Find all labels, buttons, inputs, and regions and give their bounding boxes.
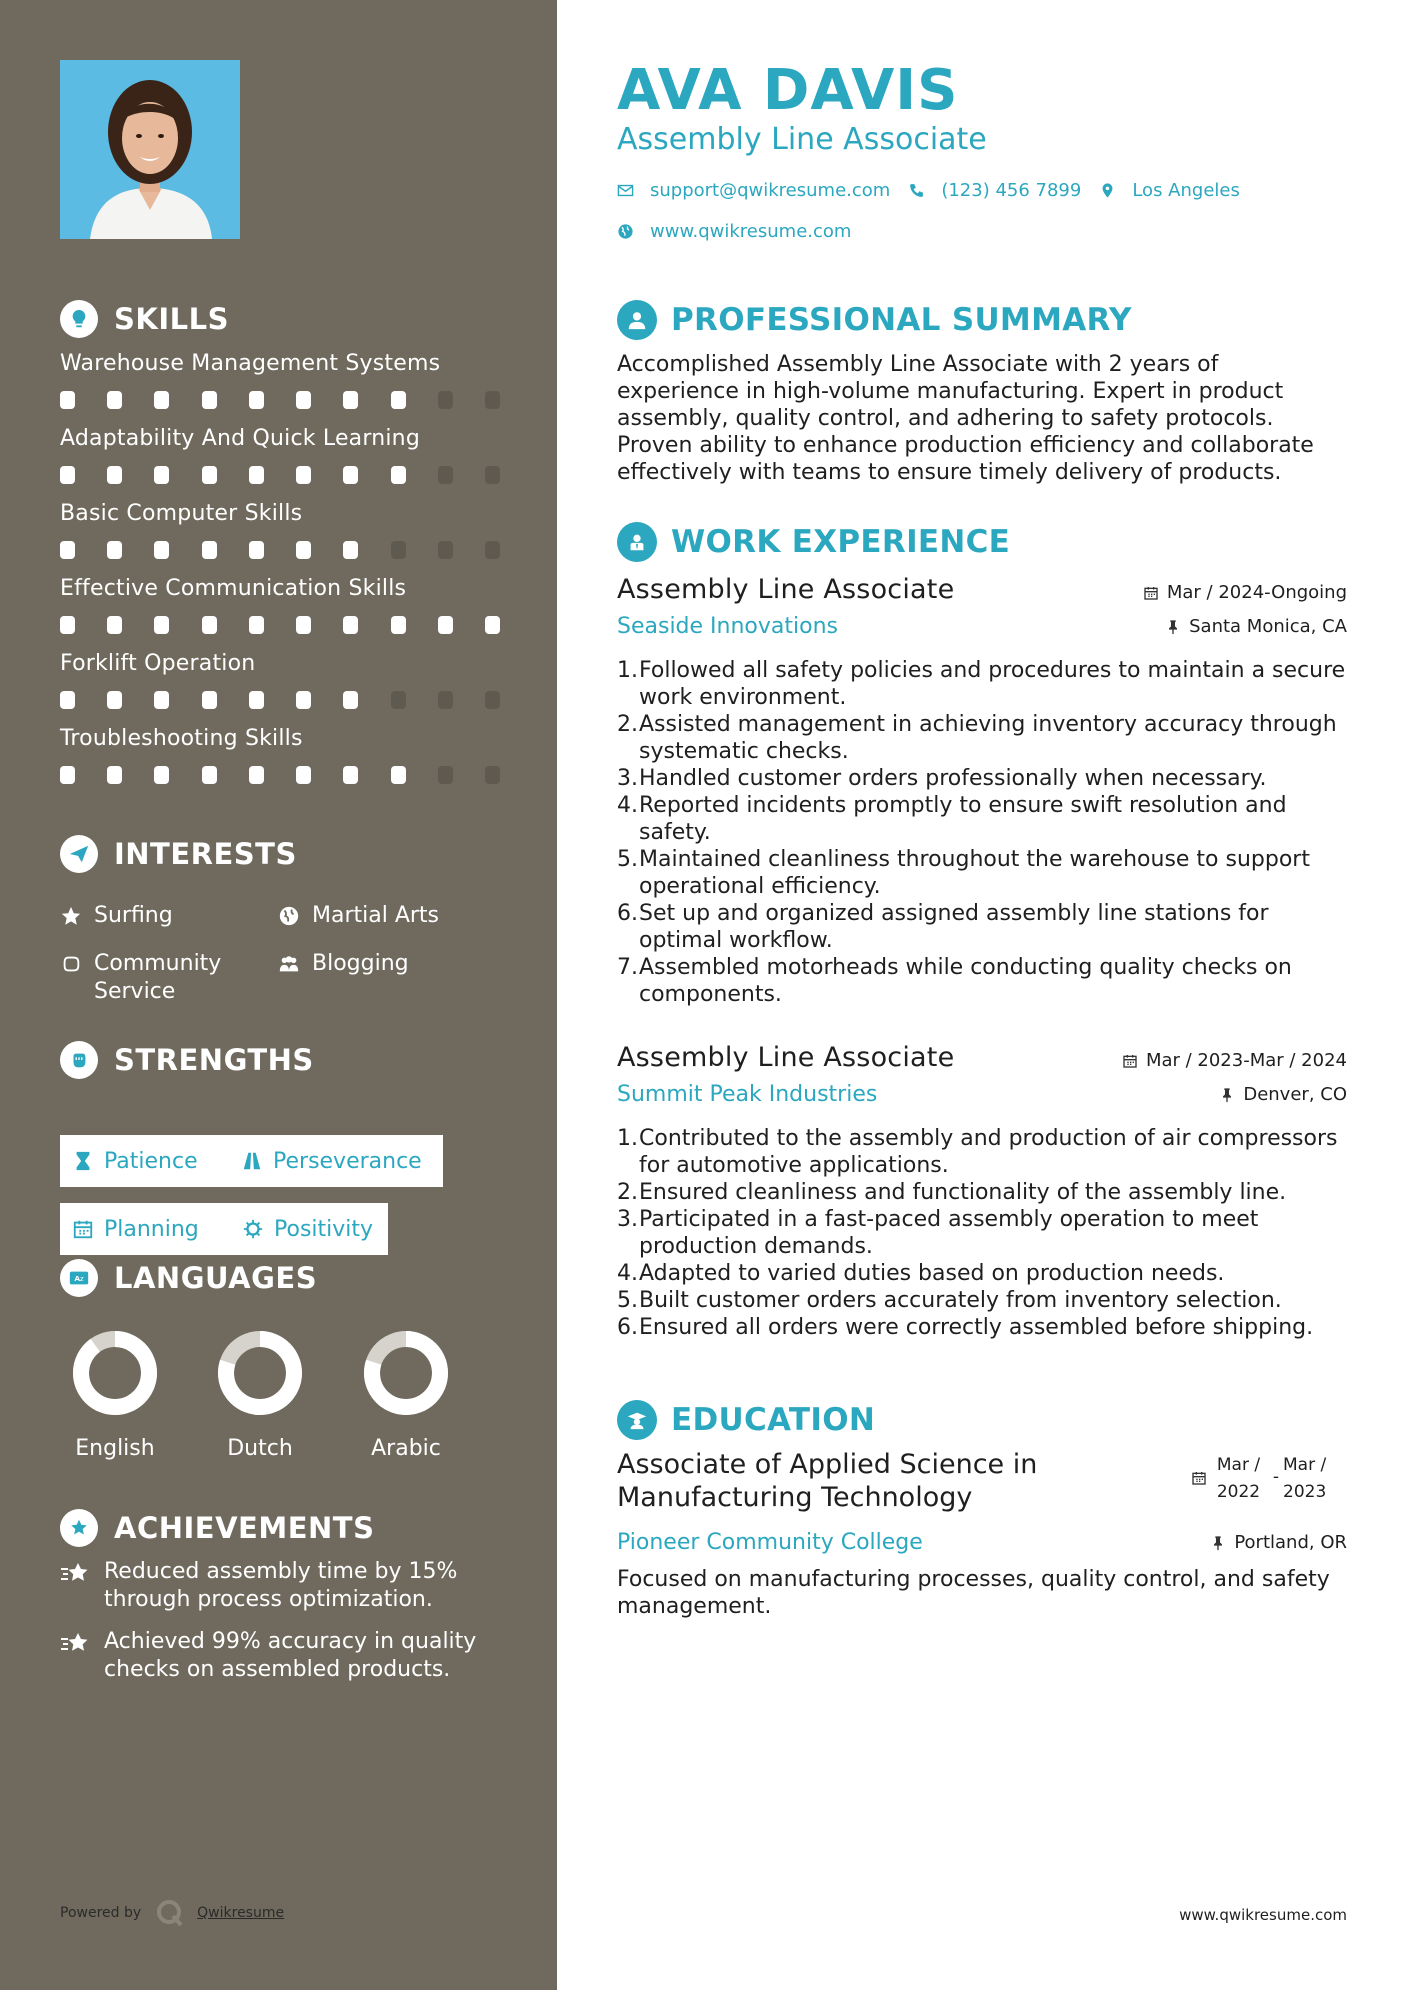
education-end-month: Mar /: [1283, 1455, 1327, 1475]
languages-heading: LANGUAGES: [114, 1261, 318, 1295]
calendar-icon: [1122, 1053, 1138, 1069]
strengths-heading: STRENGTHS: [114, 1043, 314, 1077]
globe-icon: [278, 905, 300, 927]
rating-dot-filled: [107, 541, 122, 559]
rating-dot-filled: [154, 766, 169, 784]
interest-label: Surfing: [94, 903, 173, 928]
sidebar: [0, 0, 557, 1990]
job-title: Assembly Line Associate: [617, 574, 955, 605]
rating-dot-filled: [60, 466, 75, 484]
rating-dot-filled: [154, 466, 169, 484]
skill-name: Basic Computer Skills: [60, 501, 303, 526]
fist-icon: [60, 1041, 98, 1079]
education-location: [1210, 1532, 1347, 1553]
interest-label: Martial Arts: [312, 903, 440, 928]
skill-name: Troubleshooting Skills: [60, 726, 303, 751]
responsibility-text: Contributed to the assembly and production of air compressors for automotive applications.: [639, 1126, 1338, 1178]
interest-label: Blogging: [312, 951, 409, 976]
rating-dot-empty: [438, 766, 453, 784]
qwikresume-logo-icon: [155, 1898, 185, 1928]
rating-dot-filled: [343, 466, 358, 484]
job-location: [1165, 616, 1347, 637]
responsibility-item: [617, 846, 1347, 900]
rating-dot-filled: [202, 616, 217, 634]
interest-item: [60, 950, 250, 1006]
rating-dot-filled: [485, 616, 500, 634]
responsibility-number: 1.: [617, 658, 638, 683]
responsibility-text: Handled customer orders professionally when necessary.: [639, 766, 1267, 791]
achievements-section: [60, 1508, 500, 1688]
responsibility-number: 1.: [617, 1126, 638, 1151]
language-donut: [361, 1328, 451, 1418]
rating-dot-filled: [296, 616, 311, 634]
rating-dot-filled: [343, 616, 358, 634]
education-start: [1217, 1452, 1269, 1506]
contact-location: Los Angeles: [1132, 180, 1240, 201]
responsibility-item: [617, 954, 1347, 1008]
rating-dot-empty: [485, 766, 500, 784]
rating-dot-filled: [343, 766, 358, 784]
strength-label: Positivity: [274, 1216, 374, 1242]
achievement-item: [60, 1628, 500, 1684]
job-responsibilities: [617, 657, 1347, 1008]
job-date: [1122, 1050, 1347, 1071]
rating-dot-filled: [60, 616, 75, 634]
powered-by-label: Powered by: [60, 1905, 142, 1921]
strengths-section: [60, 1040, 500, 1242]
language-donut: [70, 1328, 160, 1418]
responsibility-text: Assembled motorheads while conducting quality checks on components.: [639, 955, 1292, 1007]
rating-dot-filled: [202, 766, 217, 784]
summary-heading: PROFESSIONAL SUMMARY: [671, 302, 1132, 338]
skill-item: [60, 651, 500, 709]
rating-dot-filled: [296, 691, 311, 709]
job-location: [1219, 1084, 1347, 1105]
education-degree: Associate of Applied Science in Manufacturing Technology: [617, 1449, 1038, 1513]
star-burst-icon: [60, 1560, 92, 1588]
education-dates: [1191, 1452, 1335, 1506]
contact-phone[interactable]: (123) 456 7899: [941, 180, 1082, 201]
users-icon: [278, 953, 300, 975]
responsibility-text: Built customer orders accurately from inventory selection.: [639, 1288, 1282, 1313]
contact-row: [617, 180, 1240, 201]
skill-name: Forklift Operation: [60, 651, 256, 676]
education-start-year: 2022: [1216, 1482, 1261, 1502]
strength-chip: [60, 1135, 230, 1187]
rating-dot-filled: [296, 766, 311, 784]
responsibility-number: 3.: [617, 766, 638, 791]
road-icon: [241, 1150, 263, 1172]
responsibility-number: 5.: [617, 847, 638, 872]
contact-website[interactable]: www.qwikresume.com: [650, 221, 852, 242]
education-header: [617, 1400, 875, 1440]
calendar-icon: [72, 1218, 94, 1240]
skill-item: [60, 426, 500, 484]
responsibility-number: 2.: [617, 1180, 638, 1205]
profile-photo: [60, 60, 240, 239]
rating-dot-filled: [391, 616, 406, 634]
rating-dot-filled: [438, 616, 453, 634]
hourglass-icon: [72, 1150, 94, 1172]
powered-by: [60, 1898, 284, 1928]
skill-rating: [60, 766, 500, 784]
rating-dot-filled: [107, 691, 122, 709]
responsibility-item: [617, 1260, 1347, 1287]
rating-dot-empty: [438, 541, 453, 559]
rating-dot-filled: [107, 466, 122, 484]
rating-dot-filled: [154, 541, 169, 559]
rating-dot-empty: [485, 391, 500, 409]
responsibility-item: [617, 711, 1347, 765]
strength-label: Perseverance: [273, 1148, 422, 1174]
education-heading: EDUCATION: [671, 1402, 876, 1438]
translate-icon: [60, 1259, 98, 1297]
rating-dot-filled: [202, 691, 217, 709]
candidate-title: Assembly Line Associate: [617, 122, 987, 157]
pushpin-icon: [1165, 619, 1181, 635]
gear-icon: [242, 1218, 264, 1240]
envelope-icon: [617, 182, 634, 199]
footer-website[interactable]: www.qwikresume.com: [1179, 1906, 1347, 1924]
languages-section: [60, 1258, 500, 1468]
rating-dot-filled: [202, 541, 217, 559]
rating-dot-filled: [391, 766, 406, 784]
responsibility-number: 3.: [617, 1207, 638, 1232]
rating-dot-filled: [154, 391, 169, 409]
achievement-text: Achieved 99% accuracy in quality checks on assembled products.: [104, 1629, 477, 1682]
education-end: [1283, 1452, 1335, 1506]
responsibility-item: [617, 1125, 1347, 1179]
interest-item: [278, 950, 409, 978]
rating-dot-filled: [296, 541, 311, 559]
rating-dot-filled: [249, 691, 264, 709]
interests-section: [60, 834, 500, 1004]
rating-dot-filled: [107, 391, 122, 409]
strength-chip: [60, 1203, 231, 1255]
strength-label: Patience: [104, 1148, 198, 1174]
responsibility-text: Set up and organized assigned assembly line stations for optimal workflow.: [639, 901, 1269, 953]
responsibility-text: Participated in a fast-paced assembly operation to meet production demands.: [639, 1207, 1259, 1259]
skill-item: [60, 726, 500, 784]
job-responsibilities: [617, 1125, 1347, 1341]
strength-chip: [230, 1203, 388, 1255]
responsibility-item: [617, 1314, 1347, 1341]
rating-dot-filled: [60, 541, 75, 559]
job-location-text: Santa Monica, CA: [1189, 616, 1347, 637]
education-date-separator: -: [1272, 1467, 1279, 1487]
skill-item: [60, 501, 500, 559]
responsibility-text: Adapted to varied duties based on production needs.: [639, 1261, 1225, 1286]
language-item: [60, 1328, 170, 1461]
job-date: [1143, 582, 1347, 603]
strength-label: Planning: [104, 1216, 199, 1242]
interests-heading: INTERESTS: [114, 837, 297, 871]
rating-dot-filled: [343, 541, 358, 559]
education-description: Focused on manufacturing processes, quality control, and safety management.: [617, 1567, 1330, 1619]
rating-dot-empty: [438, 466, 453, 484]
responsibility-number: 2.: [617, 712, 638, 737]
rating-dot-filled: [107, 766, 122, 784]
language-name: Dutch: [227, 1436, 293, 1461]
rating-dot-empty: [438, 691, 453, 709]
responsibility-number: 4.: [617, 1261, 638, 1286]
skill-rating: [60, 691, 500, 709]
star-icon: [60, 905, 82, 927]
skill-item: [60, 576, 500, 634]
job-location-text: Denver, CO: [1243, 1084, 1347, 1105]
rating-dot-filled: [296, 391, 311, 409]
briefcase-user-icon: [617, 522, 657, 562]
skill-item: [60, 351, 500, 409]
rating-dot-filled: [154, 616, 169, 634]
user-icon: [617, 300, 657, 340]
qwikresume-link[interactable]: Qwikresume: [197, 1905, 285, 1921]
trophy-star-icon: [60, 1509, 98, 1547]
responsibility-item: [617, 657, 1347, 711]
phone-icon: [908, 182, 925, 199]
language-name: English: [75, 1436, 155, 1461]
job-date-text: Mar / 2024-Ongoing: [1166, 582, 1347, 603]
job-entry: [617, 1042, 1347, 1362]
job-company: Seaside Innovations: [617, 614, 838, 639]
svg-text:A: A: [74, 1273, 81, 1283]
summary-text: Accomplished Assembly Line Associate with 2 years of experience in high-volume manufacturing. Expert in product assembly, quality control, and adhering to safety protocols. Proven ability to enhance production efficiency and collaborate effectively with teams to ensure timely delivery of products.: [617, 352, 1314, 485]
achievement-item: [60, 1558, 500, 1614]
summary-header: [617, 300, 1132, 340]
education-entry: [617, 1448, 1347, 1628]
responsibility-text: Reported incidents promptly to ensure swift resolution and safety.: [639, 793, 1287, 845]
skills-section: [60, 299, 500, 751]
education-end-year: 2023: [1283, 1482, 1327, 1502]
rating-dot-filled: [60, 691, 75, 709]
location-pin-icon: [1099, 182, 1116, 199]
language-item: [205, 1328, 315, 1461]
skill-name: Warehouse Management Systems: [60, 351, 441, 376]
responsibility-text: Ensured all orders were correctly assembled before shipping.: [639, 1315, 1314, 1340]
responsibility-item: [617, 900, 1347, 954]
job-title: Assembly Line Associate: [617, 1042, 955, 1073]
responsibility-text: Followed all safety policies and procedures to maintain a secure work environment.: [639, 658, 1346, 710]
website-row: [617, 221, 851, 242]
rating-dot-empty: [438, 391, 453, 409]
interests-header: [60, 834, 500, 874]
skill-rating: [60, 616, 500, 634]
rating-dot-filled: [343, 691, 358, 709]
rating-dot-filled: [154, 691, 169, 709]
paper-plane-icon: [60, 835, 98, 873]
responsibility-text: Assisted management in achieving inventory accuracy through systematic checks.: [639, 712, 1337, 764]
skill-name: Adaptability And Quick Learning: [60, 426, 420, 451]
donut-fill: [81, 1339, 149, 1407]
interest-label: Community Service: [94, 951, 222, 1004]
rating-dot-filled: [249, 391, 264, 409]
responsibility-number: 7.: [617, 955, 638, 980]
globe-icon: [617, 223, 634, 240]
language-name: Arabic: [371, 1436, 441, 1461]
skill-rating: [60, 541, 500, 559]
responsibility-number: 4.: [617, 793, 638, 818]
education-start-month: Mar /: [1216, 1455, 1261, 1475]
skills-header: [60, 299, 500, 339]
experience-header: [617, 522, 1010, 562]
achievements-header: [60, 1508, 500, 1548]
responsibility-item: [617, 1179, 1347, 1206]
skills-heading: SKILLS: [114, 302, 229, 336]
responsibility-number: 6.: [617, 901, 638, 926]
job-company: Summit Peak Industries: [617, 1082, 878, 1107]
responsibility-item: [617, 1287, 1347, 1314]
strength-chip: [229, 1135, 443, 1187]
responsibility-number: 5.: [617, 1288, 638, 1313]
strengths-header: [60, 1040, 500, 1080]
experience-heading: WORK EXPERIENCE: [671, 524, 1011, 560]
pushpin-icon: [1219, 1087, 1235, 1103]
achievements-heading: ACHIEVEMENTS: [114, 1511, 375, 1545]
rating-dot-filled: [202, 391, 217, 409]
calendar-icon: [1191, 1470, 1207, 1486]
hand-icon: [60, 953, 82, 975]
skill-name: Effective Communication Skills: [60, 576, 407, 601]
language-item: [351, 1328, 461, 1461]
main-content: [617, 0, 1347, 1990]
rating-dot-filled: [296, 466, 311, 484]
rating-dot-empty: [485, 541, 500, 559]
star-burst-icon: [60, 1630, 92, 1658]
responsibility-item: [617, 792, 1347, 846]
responsibility-text: Maintained cleanliness throughout the warehouse to support operational efficiency.: [639, 847, 1310, 899]
lightbulb-icon: [60, 300, 98, 338]
rating-dot-filled: [249, 616, 264, 634]
rating-dot-empty: [485, 466, 500, 484]
rating-dot-filled: [249, 541, 264, 559]
responsibility-text: Ensured cleanliness and functionality of the assembly line.: [639, 1180, 1287, 1205]
interest-item: [60, 902, 173, 930]
skill-rating: [60, 466, 500, 484]
rating-dot-filled: [60, 766, 75, 784]
achievement-text: Reduced assembly time by 15% through process optimization.: [104, 1559, 458, 1612]
rating-dot-filled: [391, 466, 406, 484]
responsibility-item: [617, 1206, 1347, 1260]
candidate-name: AVA DAVIS: [617, 58, 959, 123]
language-donut: [215, 1328, 305, 1418]
pushpin-icon: [1210, 1535, 1226, 1551]
rating-dot-empty: [485, 691, 500, 709]
contact-email[interactable]: support@qwikresume.com: [650, 180, 891, 201]
rating-dot-filled: [249, 766, 264, 784]
rating-dot-filled: [202, 466, 217, 484]
job-entry: [617, 574, 1347, 1014]
interest-item: [278, 902, 439, 930]
graduate-icon: [617, 1400, 657, 1440]
rating-dot-filled: [107, 616, 122, 634]
languages-header: [60, 1258, 500, 1298]
svg-text:z: z: [79, 1273, 84, 1283]
responsibility-item: [617, 765, 1347, 792]
rating-dot-empty: [391, 541, 406, 559]
rating-dot-filled: [343, 391, 358, 409]
rating-dot-filled: [60, 391, 75, 409]
education-school: Pioneer Community College: [617, 1530, 923, 1555]
rating-dot-empty: [391, 691, 406, 709]
rating-dot-filled: [391, 391, 406, 409]
skill-rating: [60, 391, 500, 409]
responsibility-number: 6.: [617, 1315, 638, 1340]
education-location-text: Portland, OR: [1234, 1532, 1347, 1553]
rating-dot-filled: [249, 466, 264, 484]
calendar-icon: [1143, 585, 1159, 601]
job-date-text: Mar / 2023-Mar / 2024: [1145, 1050, 1347, 1071]
